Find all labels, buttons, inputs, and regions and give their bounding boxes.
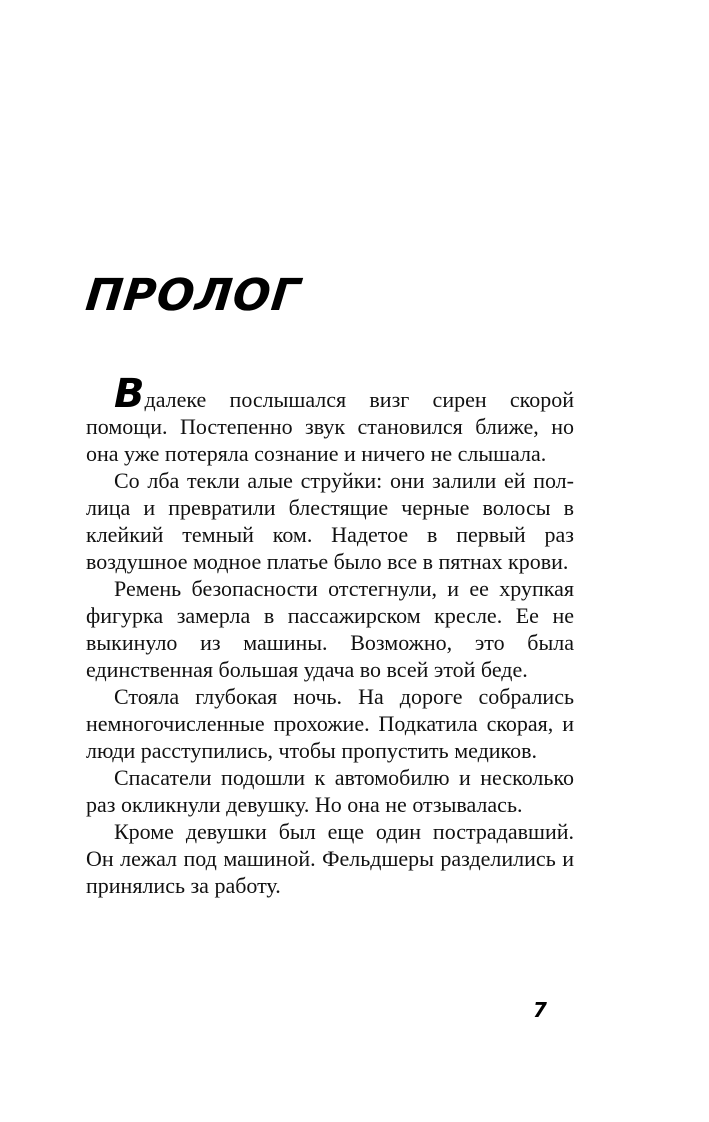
- paragraph-6: Кроме девушки был еще один пострадавший. Он лежал под машиной. Фельдшеры разделились и принялись за работу.: [86, 819, 574, 898]
- chapter-title: ПРОЛОГ: [83, 270, 304, 321]
- body-text: [86, 371, 574, 899]
- paragraph-2: Со лба текли алые струйки: они залили ей пол-лица и превратили блестящие черные волосы в клейкий темный ком. Надетое в первый раз воздушное модное платье было все в пятнах крови.: [86, 468, 574, 574]
- paragraph-1-text: далеке послышался визг сирен скорой помощи. Постепенно звук становился ближе, но она уже потеряла сознание и ничего не слышала.: [86, 387, 574, 466]
- page-number: 7: [533, 998, 547, 1022]
- paragraph-3: Ремень безопасности отстегнули, и ее хрупкая фигурка замерла в пассажирском кресле. Ее не выкинуло из машины. Возможно, это была единственная большая удача во всей этой беде.: [86, 576, 574, 682]
- paragraph-1: [86, 371, 574, 467]
- paragraph-5: Спасатели подошли к автомобилю и несколько раз окликнули девушку. Но она не отзывалась.: [86, 765, 574, 817]
- paragraph-4: Стояла глубокая ночь. На дороге собрались немногочисленные прохожие. Подкатила скорая, и люди расступились, чтобы пропустить медиков.: [86, 684, 574, 763]
- drop-cap: В: [114, 371, 145, 417]
